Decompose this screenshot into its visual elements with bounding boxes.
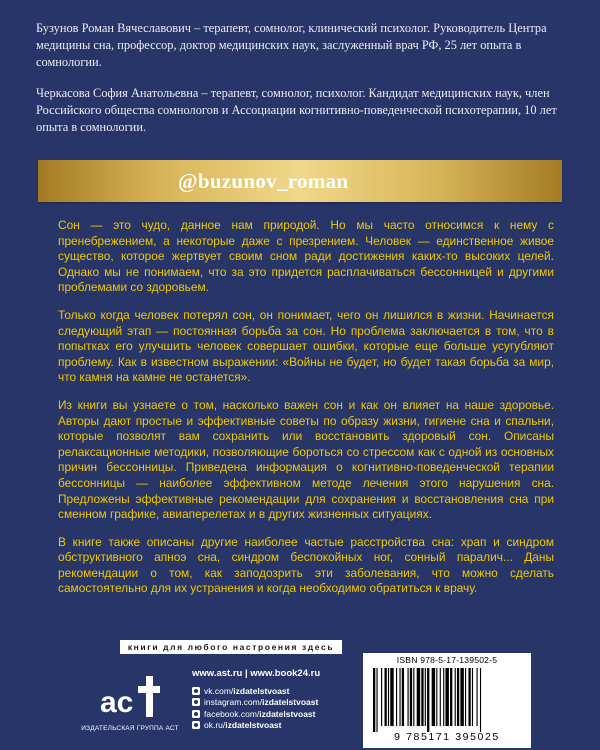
- social-link-ok[interactable]: ok.ru/ izdatelstvoast: [192, 720, 318, 732]
- barcode-bar: [388, 668, 389, 726]
- barcode-bar: [477, 668, 478, 726]
- barcode-bar: [373, 668, 375, 732]
- barcode-bar: [425, 668, 426, 726]
- barcode-bar: [468, 668, 470, 726]
- book-description: [58, 218, 554, 609]
- barcode-bar: [410, 668, 412, 726]
- barcode-bar: [432, 668, 435, 726]
- social-link-vk[interactable]: vk.com/ izdatelstvoast: [192, 685, 318, 697]
- barcode-bar: [396, 668, 397, 726]
- svg-text:ac: ac: [100, 686, 134, 719]
- author-bio-buzunov: Бузунов Роман Вячеславович – терапевт, сомнолог, клинический психолог. Руководитель Центра медицины сна, профессор, доктор медицинских наук, заслуженный врач РФ, 25 лет опыта в сомнологии.: [36, 21, 547, 69]
- barcode-bar: [417, 668, 420, 726]
- barcode-bar: [440, 668, 441, 726]
- barcode-bar: [390, 668, 393, 726]
- barcode-block: [363, 653, 531, 748]
- barcode-bar: [399, 668, 400, 726]
- ok-icon: [192, 721, 200, 729]
- barcode-bar: [443, 668, 444, 726]
- barcode-number: 9 785171 395025: [394, 731, 500, 743]
- social-handle-banner: [38, 160, 562, 202]
- barcode-bar: [402, 668, 404, 726]
- barcode-bar: [427, 668, 429, 732]
- barcode-bar: [457, 668, 459, 726]
- barcode-bar: [385, 668, 387, 726]
- description-paragraph: Из книги вы узнаете о том, насколько важен сон и как он влияет на наше здоровье. Авторы дают простые и эффективные советы по образу жизни, гигиене сна и спальни, которые позволят вам сохранить или восстановить здоровый сон. Описаны релаксационные методики, позволяющие бороться со стрессом как с одной из основных причин бессонницы. Приведена информация о когнитивно-поведенческой терапии бессонницы — наиболее эффективном методе лечения этого нарушения сна. Предложены эффективные рекомендации для сохранения и восстановления сна при сменном графике, авиаперелетах и в других жизненных ситуациях.: [58, 397, 554, 522]
- facebook-icon: [192, 710, 200, 718]
- barcode-icon: [371, 668, 523, 732]
- barcode-bar: [421, 668, 423, 726]
- barcode-bar: [445, 668, 448, 726]
- vk-icon: [192, 687, 200, 695]
- barcode-bar: [450, 668, 452, 726]
- series-tagline: книги для любого настроения здесь: [120, 640, 342, 654]
- authors-info: [36, 20, 566, 150]
- description-paragraph: Сон — это чудо, данное нам природой. Но мы часто относимся к нему с пренебрежением, а некоторые даже с презрением. Человек — единственное живое существо, которое жертвует своим сном ради достижения каких-то высоких целей. Однако мы не понимаем, что за это придется расплачиваться бессонницей и другими проблемами со здоровьем.: [58, 218, 554, 295]
- description-paragraph: Только когда человек потерял сон, он понимает, чего он лишился в жизни. Начинается следующий этап — постоянная борьба за сон. Но проблема заключается в том, что в попытках его улучшить человек совершает ошибки, которые еще больше усугубляют проблему. Как в известном выражении: «Войны не будет, но будет такая борьба за мир, что камня на камне не останется».: [58, 307, 554, 385]
- author-bio-cherkasova: Черкасова София Анатольевна – терапевт, сомнолог, психолог. Кандидат медицинских наук, член Российского общества сомнологов и Ассоциации когнитивно-поведенческой психотерапии, 10 лет опыта в сомнологии.: [36, 86, 557, 134]
- barcode-bar: [455, 668, 456, 726]
- barcode-bar: [436, 668, 437, 726]
- ast-logo-icon: [98, 672, 160, 720]
- barcode-bar: [465, 668, 466, 726]
- barcode-bar: [472, 668, 473, 726]
- social-links: [192, 685, 318, 731]
- barcode-bar: [408, 668, 409, 726]
- social-handle: @buzunov_roman: [178, 168, 349, 193]
- publisher-caption: ИЗДАТЕЛЬСКАЯ ГРУППА АСТ: [81, 725, 179, 732]
- barcode-bar: [460, 668, 463, 726]
- publisher-websites[interactable]: www.ast.ru | www.book24.ru: [192, 668, 321, 679]
- barcode-bar: [376, 668, 377, 732]
- barcode-bar: [413, 668, 414, 726]
- barcode-bar: [480, 668, 481, 732]
- social-link-instagram[interactable]: instagram.com/ izdatelstvoast: [192, 697, 318, 709]
- instagram-icon: [192, 698, 200, 706]
- description-paragraph: В книге также описаны другие наиболее частые расстройства сна: храп и синдром обструктивного апноэ сна, синдром беспокойных ног, сонный паралич... Даны рекомендации о том, как заподозрить эти заболевания, что можно сделать самостоятельно для их устранения и когда необходимо обратиться к врачу.: [58, 534, 554, 596]
- barcode-bar: [381, 668, 382, 726]
- isbn-label: ISBN 978-5-17-139502-5: [396, 655, 498, 665]
- social-link-facebook[interactable]: facebook.com/ izdatelstvoast: [192, 708, 318, 720]
- publisher-logo-block: [80, 670, 180, 750]
